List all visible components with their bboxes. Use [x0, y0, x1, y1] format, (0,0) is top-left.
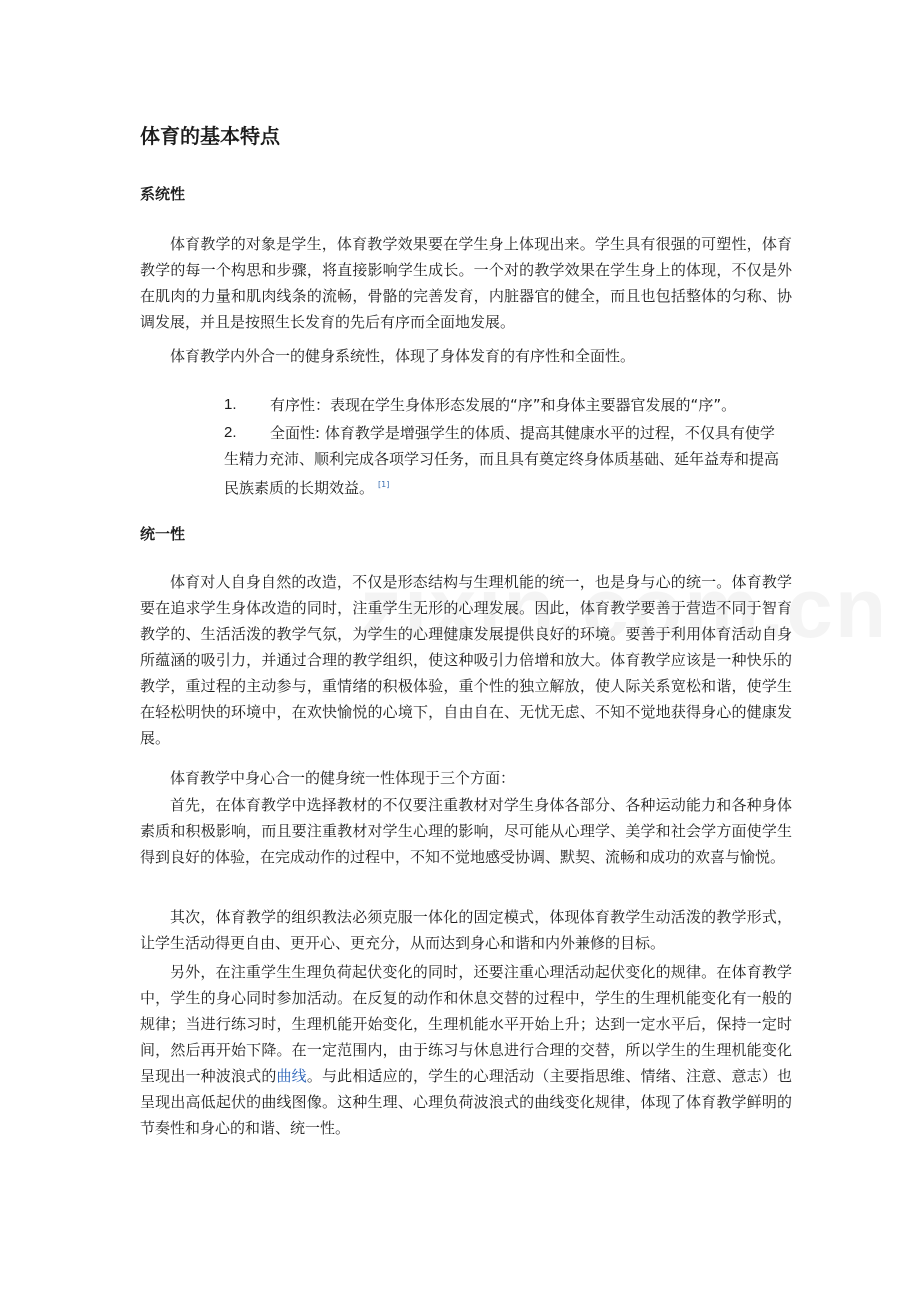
list-number: 1. — [224, 396, 237, 413]
paragraph: 体育教学的对象是学生，体育教学效果要在学生身上体现出来。学生具有很强的可塑性，体育教学的每一个构思和步骤，将直接影响学生成长。一个对的教学效果在学生身上的体现，不仅是外在肌肉的力量和肌肉线条的流畅，骨骼的完善发育，内脏器官的健全，而且也包括整体的匀称、协调发展，并且是按照生长发育的先后有序而全面地发展。 — [140, 235, 792, 331]
section-heading-systematic: 系统性 — [140, 185, 186, 203]
paragraph-text: 。与此相适应的，学生的心理活动（主要指思维、情绪、注意、意志）也呈现出高低起伏的曲线图像。这种生理、心理负荷波浪式的曲线变化规律，体现了体育教学鲜明的节奏性和身心的和谐、统一性。 — [140, 1067, 792, 1137]
list-item-text: 全面性: 体育教学是增强学生的体质、提高其健康水平的过程，不仅具有使学生精力充沛、顺利完成各项学习任务，而且具有奠定终身体质基础、延年益寿和提高民族素质的长期效益。 — [224, 424, 780, 497]
list-item-text: 有序性：表现在学生身体形态发展的“序”和身体主要器官发展的“序”。 — [270, 396, 737, 414]
paragraph: 首先，在体育教学中选择教材的不仅要注重教材对学生身体各部分、各种运动能力和各种身体素质和积极影响，而且要注重教材对学生心理的影响，尽可能从心理学、美学和社会学方面使学生得到良好的体验，在完成动作的过程中，不知不觉地感受协调、默契、流畅和成功的欢喜与愉悦。 — [140, 796, 792, 866]
paragraph: 体育教学中身心合一的健身统一性体现于三个方面： — [170, 769, 516, 787]
feature-list — [224, 392, 784, 501]
document-title: 体育的基本特点 — [140, 124, 280, 148]
paragraph: 体育对人自身自然的改造，不仅是形态结构与生理机能的统一，也是身与心的统一。体育教学要在追求学生身体改造的同时，注重学生无形的心理发展。因此，体育教学要善于营造不同于智育教学的、生活活泼的教学气氛，为学生的心理健康发展提供良好的环境。要善于利用体育活动自身所蕴涵的吸引力，并通过合理的教学组织，使这种吸引力倍增和放大。体育教学应该是一种快乐的教学，重过程的主动参与，重情绪的积极体验，重个性的独立解放，使人际关系宽松和谐，使学生在轻松明快的环境中，在欢快愉悦的心境下，自由自在、无忧无虑、不知不觉地获得身心的健康发展。 — [140, 573, 792, 747]
paragraph — [140, 959, 792, 1141]
list-item — [224, 420, 784, 501]
list-item — [224, 392, 784, 418]
reference-link[interactable]: [1] — [378, 480, 390, 489]
section-heading-unity: 统一性 — [140, 525, 186, 543]
paragraph: 体育教学内外合一的健身系统性，体现了身体发育的有序性和全面性。 — [170, 347, 636, 365]
curve-link[interactable]: 曲线 — [276, 1067, 307, 1085]
paragraph-text: 另外，在注重学生生理负荷起伏变化的同时，还要注重心理活动起伏变化的规律。在体育教学中，学生的身心同时参加活动。在反复的动作和休息交替的过程中，学生的生理机能变化有一般的规律；当进行练习时，生理机能开始变化，生理机能水平开始上升；达到一定水平后，保持一定时间，然后再开始下降。在一定范围内，由于练习与休息进行合理的交替，所以学生的生理机能变化呈现出一种波浪式的 — [140, 963, 792, 1085]
paragraph: 其次，体育教学的组织教法必须克服一体化的固定模式，体现体育教学生动活泼的教学形式，让学生活动得更自由、更开心、更充分，从而达到身心和谐和内外兼修的目标。 — [140, 908, 792, 952]
list-number: 2. — [224, 424, 237, 441]
